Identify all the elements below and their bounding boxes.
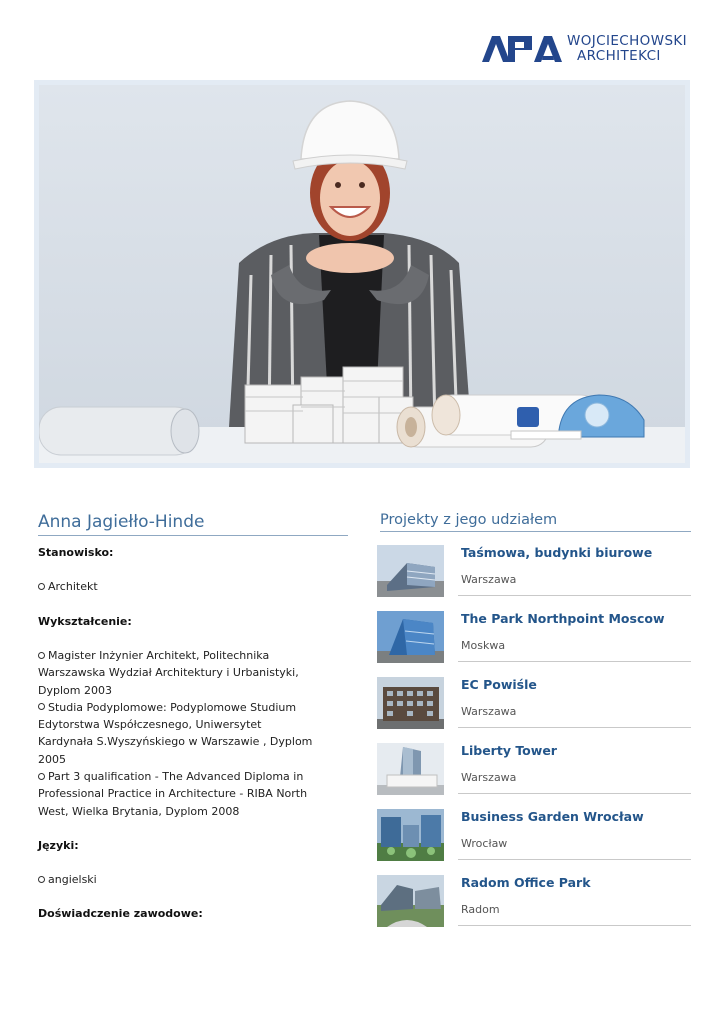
education-line: Kardynała S.Wyszyńskiego w Warszawie , Dyplom: [38, 735, 313, 749]
project-name[interactable]: Radom Office Park: [461, 875, 591, 890]
person-name: Anna Jagiełło-Hinde: [38, 512, 348, 536]
bullet-icon: [38, 652, 45, 659]
experience-label: Doświadczenie zawodowe:: [38, 907, 203, 920]
projects-title: Projekty z jego udziałem: [380, 512, 691, 532]
project-city: Moskwa: [461, 639, 506, 652]
project-item[interactable]: [380, 743, 691, 809]
project-item[interactable]: [380, 875, 691, 941]
project-item[interactable]: [380, 677, 691, 743]
project-thumbnail[interactable]: [377, 809, 444, 861]
bullet-icon: [38, 583, 45, 590]
project-city: Warszawa: [461, 573, 517, 586]
project-city: Warszawa: [461, 771, 517, 784]
project-city: Warszawa: [461, 705, 517, 718]
language-item: angielski: [38, 871, 97, 888]
education-line: Warszawska Wydział Architektury i Urbanistyki,: [38, 666, 299, 680]
project-item[interactable]: [380, 545, 691, 611]
project-thumbnail[interactable]: [377, 875, 444, 927]
divider: [458, 727, 691, 728]
bullet-icon: [38, 773, 45, 780]
project-name[interactable]: Taśmowa, budynki biurowe: [461, 545, 653, 560]
education-line: Magister Inżynier Architekt, Politechnika: [38, 647, 348, 664]
project-item[interactable]: [380, 611, 691, 677]
position-item: Architekt: [38, 578, 98, 595]
languages-label: Języki:: [38, 839, 79, 852]
education-line: Professional Practice in Architecture - RIBA North: [38, 787, 308, 801]
education-list: [38, 647, 348, 820]
project-city: Wrocław: [461, 837, 508, 850]
logo-text-line2: ARCHITEKCI: [577, 48, 661, 64]
project-name[interactable]: The Park Northpoint Moscow: [461, 611, 665, 626]
education-line: Edytorstwa Współczesnego, Uniwersytet: [38, 718, 262, 732]
apa-logo-mark-icon: [482, 36, 566, 62]
project-name[interactable]: EC Powiśle: [461, 677, 537, 692]
education-label: Wykształcenie:: [38, 615, 132, 628]
hero-photo: [34, 80, 690, 468]
divider: [458, 595, 691, 596]
project-name[interactable]: Business Garden Wrocław: [461, 809, 644, 824]
project-thumbnail[interactable]: [377, 611, 444, 663]
education-line: 2005: [38, 752, 66, 766]
projects-section: [380, 512, 691, 916]
profile-section: [38, 512, 348, 920]
project-thumbnail[interactable]: [377, 545, 444, 597]
position-label: Stanowisko:: [38, 546, 114, 559]
education-line: West, Wielka Brytania, Dyplom 2008: [38, 804, 240, 818]
project-city: Radom: [461, 903, 500, 916]
company-logo[interactable]: [482, 34, 692, 66]
project-name[interactable]: Liberty Tower: [461, 743, 557, 758]
project-thumbnail[interactable]: [377, 743, 444, 795]
education-line: Dyplom 2003: [38, 683, 112, 697]
divider: [458, 793, 691, 794]
education-line: Part 3 qualification - The Advanced Diploma in: [38, 768, 348, 785]
divider: [458, 661, 691, 662]
bullet-icon: [38, 876, 45, 883]
education-line: Studia Podyplomowe: Podyplomowe Studium: [38, 699, 348, 716]
bullet-icon: [38, 703, 45, 710]
project-thumbnail[interactable]: [377, 677, 444, 729]
logo-text-line1: WOJCIECHOWSKI: [567, 33, 688, 49]
project-item[interactable]: [380, 809, 691, 875]
divider: [458, 925, 691, 926]
divider: [458, 859, 691, 860]
